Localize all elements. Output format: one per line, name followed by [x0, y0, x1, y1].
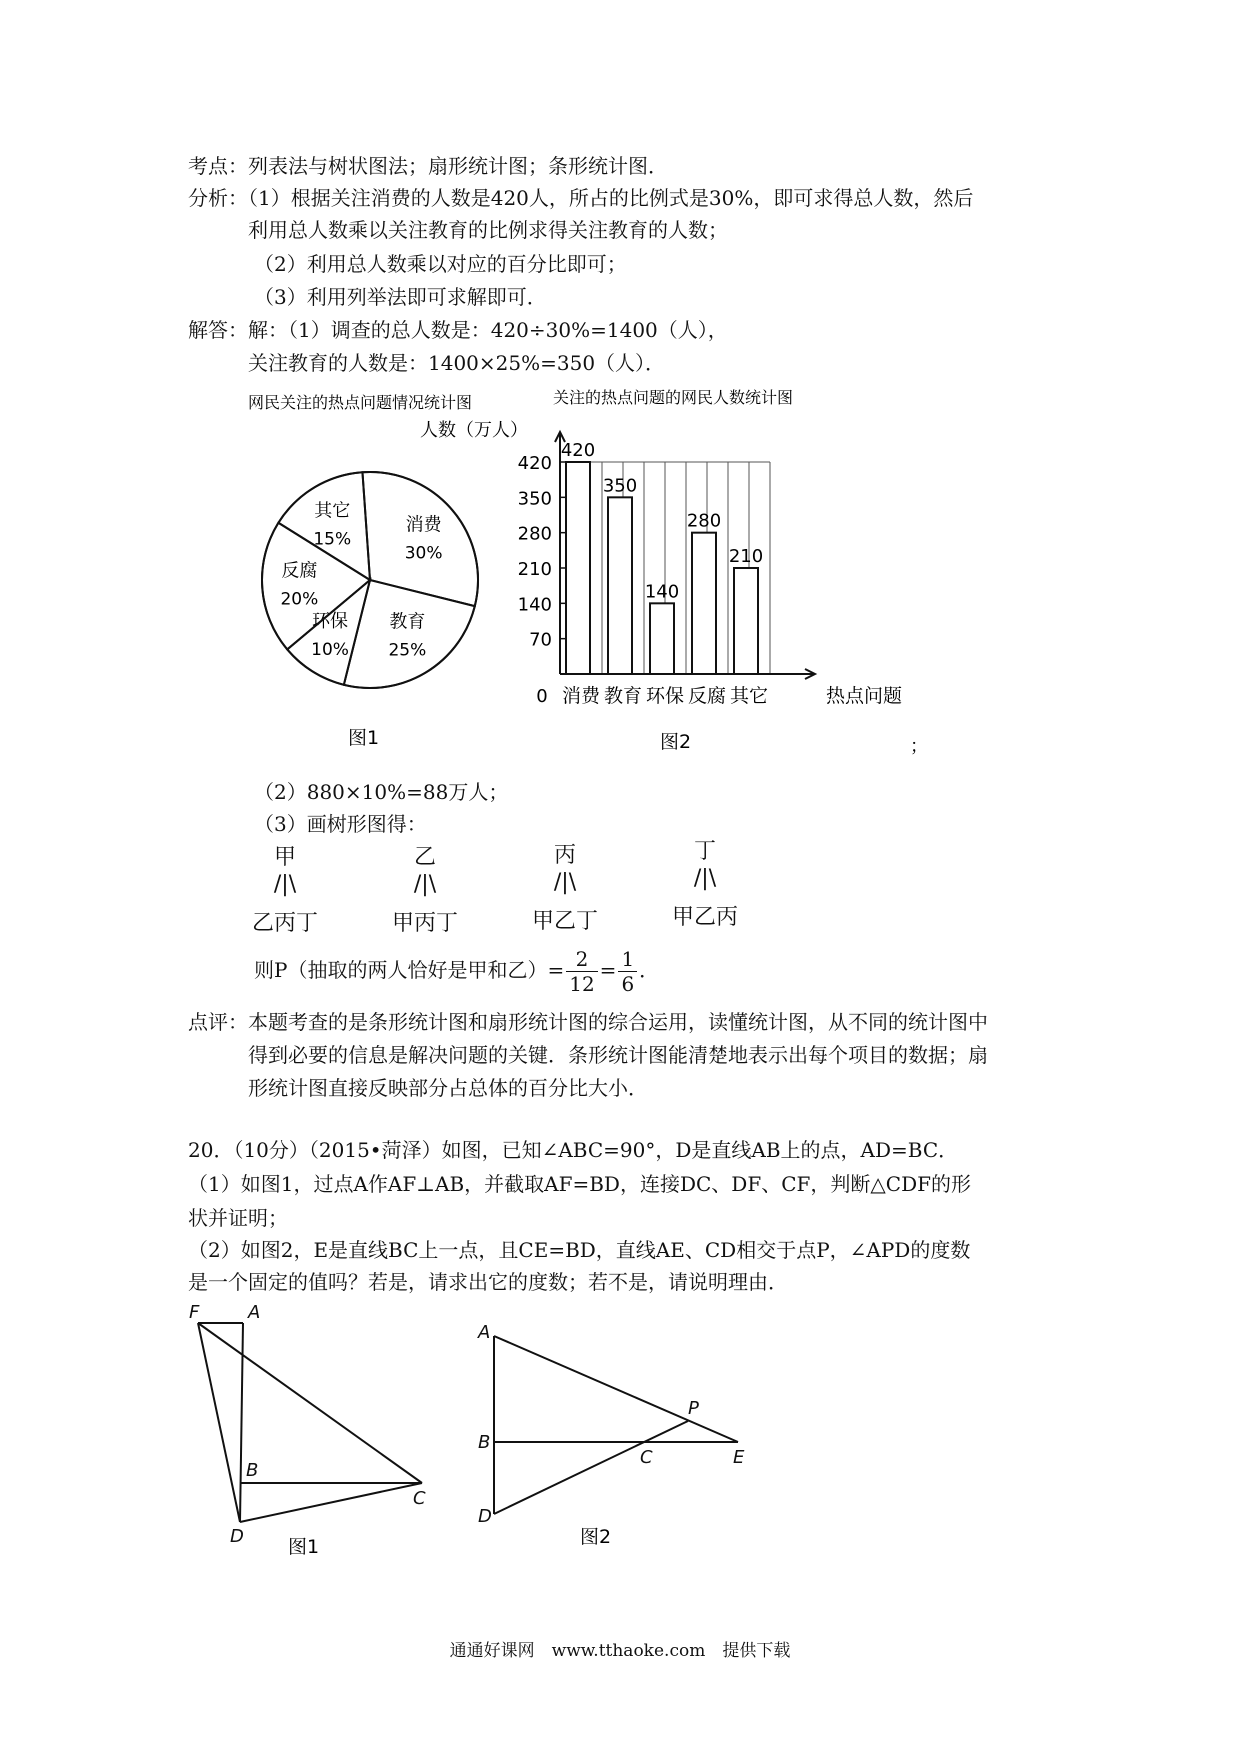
- tree-branches: /|\: [693, 866, 717, 891]
- fraction-denominator: 6: [621, 972, 635, 996]
- geometry-figure-2: [494, 1336, 738, 1514]
- dianping-line-2: 得到必要的信息是解决问题的关键．条形统计图能清楚地表示出每个项目的数据；扇: [248, 1043, 988, 1067]
- bar-chart: [518, 432, 902, 707]
- dianping-line-3: 形统计图直接反映部分占总体的百分比大小．: [248, 1076, 648, 1100]
- question-20-line-2: （1）如图1，过点A作AF⊥AB，并截取AF=BD，连接DC、DF、CF，判断△CDF的形: [188, 1172, 971, 1196]
- point-label-c: C: [640, 1447, 653, 1468]
- tree-branches: /|\: [413, 872, 437, 897]
- equals-sign: =: [599, 958, 617, 982]
- pie-slice-label: 教育: [389, 611, 426, 633]
- bar-chart-y-tick-label: 420: [517, 453, 552, 474]
- bar-4: [692, 533, 716, 674]
- bar-data-label: 210: [728, 546, 764, 567]
- question-20-line-1: 20．（10分）（2015•菏泽）如图，已知∠ABC=90°，D是直线AB上的点，AD=BC．: [188, 1138, 959, 1162]
- point-label-d: D: [230, 1526, 244, 1547]
- figure-1-caption: 图1: [288, 1536, 320, 1558]
- segment-fd: [198, 1323, 240, 1522]
- pie-slice-value-label: 25%: [388, 640, 427, 661]
- bar-chart-x-tick-label: 其它: [729, 685, 769, 707]
- tree-diagram: [240, 840, 800, 950]
- point-label-b: B: [478, 1432, 491, 1453]
- bar-data-label: 140: [644, 581, 680, 603]
- statistics-figures: [0, 380, 1240, 760]
- point-label-d: D: [478, 1506, 492, 1527]
- tree-2: [380, 840, 470, 938]
- segment-dp: [494, 1421, 688, 1514]
- bar-chart-y-axis-label: 人数（万人）: [420, 420, 528, 441]
- question-20-line-5: 是一个固定的值吗？若是，请求出它的度数；若不是，请说明理由．: [188, 1270, 788, 1294]
- tree-branches: /|\: [273, 872, 297, 897]
- bar-chart-x-axis-label: 热点问题: [826, 685, 903, 707]
- pie-slice-value-label: 20%: [280, 589, 319, 610]
- fraction-1-6: [618, 947, 637, 996]
- tree-leaves: 甲丙丁: [391, 911, 458, 936]
- fenxi-line-1: 分析：（1）根据关注消费的人数是420人，所占的比例式是30%，即可求得总人数，然后: [188, 186, 974, 210]
- probability-prefix: 则P（抽取的两人恰好是甲和乙）=: [254, 958, 565, 982]
- bar-data-label: 280: [686, 510, 722, 532]
- bar-data-label: 350: [602, 475, 638, 497]
- fenxi-line-2: （2）利用总人数乘以对应的百分比即可；: [254, 252, 627, 276]
- bar-1: [566, 462, 590, 674]
- point-label-f: F: [189, 1302, 200, 1323]
- pie-slice-2: [344, 580, 475, 688]
- answer-3: （3）画树形图得：: [254, 812, 427, 836]
- bar-chart-x-tick-label: 消费: [561, 685, 601, 707]
- pie-slice-label: 消费: [405, 514, 442, 536]
- pie-chart-title: 网民关注的热点问题情况统计图: [248, 393, 473, 412]
- tree-3: [520, 838, 610, 936]
- pie-slice-label: 其它: [314, 500, 351, 522]
- bar-chart-x-tick-label: 反腐: [687, 685, 727, 707]
- bar-data-label: 420: [560, 440, 596, 461]
- pie-slice-label: 反腐: [281, 560, 318, 582]
- tree-root: 乙: [413, 845, 436, 870]
- kaodian-line: 考点：列表法与树状图法；扇形统计图；条形统计图．: [188, 154, 668, 178]
- jieda-line-1: 解答：解：（1）调查的总人数是：420÷30%=1400（人），: [188, 318, 728, 342]
- tree-1: [240, 840, 330, 938]
- point-label-p: P: [688, 1398, 699, 1419]
- fraction-denominator: 12: [569, 972, 595, 996]
- fraction-numerator: 2: [566, 947, 597, 972]
- semicolon-mark: ；: [910, 736, 928, 757]
- fraction-numerator: 1: [618, 947, 637, 972]
- tree-root: 丙: [553, 843, 576, 868]
- pie-slice-value-label: 15%: [313, 529, 352, 550]
- jieda-line-1b: 关注教育的人数是：1400×25%=350（人）．: [248, 351, 666, 375]
- fenxi-line-1b: 利用总人数乘以关注教育的比例求得关注教育的人数；: [248, 218, 728, 242]
- period-mark: ．: [639, 958, 660, 982]
- fraction-2-12: [566, 947, 597, 996]
- tree-branches: /|\: [553, 870, 577, 895]
- bar-chart-x-tick-label: 环保: [645, 685, 685, 707]
- bar-chart-y-tick-label: 280: [517, 523, 552, 545]
- pie-slice-label: 环保: [312, 610, 349, 632]
- fig2-caption: 图2: [660, 731, 692, 753]
- point-label-b: B: [246, 1460, 259, 1481]
- bar-chart-title: 关注的热点问题的网民人数统计图: [553, 388, 794, 407]
- bar-chart-y-tick-label: 210: [517, 559, 552, 580]
- bar-5: [734, 568, 758, 674]
- figure-1-labels: [189, 1302, 426, 1547]
- bar-3: [650, 603, 674, 674]
- figure-2-caption: 图2: [580, 1526, 612, 1548]
- geometry-figure-1: [198, 1323, 422, 1522]
- segment-fc: [198, 1323, 422, 1483]
- pie-slice-value-label: 10%: [311, 639, 349, 660]
- segment-dc: [240, 1483, 422, 1522]
- question-20-line-4: （2）如图2，E是直线BC上一点，且CE=BD，直线AE、CD相交于点P，∠APD的度数: [188, 1238, 971, 1262]
- pie-slice-value-label: 30%: [404, 543, 443, 564]
- geometry-figures: [0, 1300, 1240, 1570]
- bar-chart-x-tick-label: 教育: [603, 685, 643, 707]
- tree-leaves: 甲乙丁: [531, 909, 598, 934]
- bar-2: [608, 497, 632, 674]
- segment-ae: [494, 1336, 738, 1442]
- pie-slice-1: [362, 472, 478, 606]
- answer-2: （2）880×10%=88万人；: [254, 780, 509, 804]
- pie-chart: [262, 472, 478, 688]
- footer: 通通好课网 www.tthaoke.com 提供下载: [449, 1641, 791, 1661]
- tree-leaves: 甲乙丙: [671, 905, 738, 930]
- tree-root: 甲: [273, 845, 296, 870]
- bar-chart-origin-label: 0: [536, 686, 548, 707]
- tree-root: 丁: [693, 839, 716, 864]
- question-20-line-3: 状并证明；: [188, 1206, 288, 1230]
- probability-line: [254, 942, 659, 998]
- point-label-a: A: [248, 1302, 261, 1323]
- figure-2-labels: [477, 1322, 745, 1527]
- tree-4: [660, 834, 750, 932]
- bar-chart-y-tick-label: 350: [517, 488, 552, 510]
- fig1-caption: 图1: [348, 727, 380, 749]
- point-label-e: E: [733, 1447, 745, 1468]
- fenxi-line-3: （3）利用列举法即可求解即可．: [254, 285, 547, 309]
- tree-leaves: 乙丙丁: [251, 911, 318, 936]
- point-label-c: C: [413, 1488, 426, 1509]
- bar-chart-y-tick-label: 140: [517, 594, 552, 616]
- bar-chart-y-tick-label: 70: [529, 629, 552, 651]
- dianping-line-1: 点评：本题考查的是条形统计图和扇形统计图的综合运用，读懂统计图，从不同的统计图中: [188, 1010, 988, 1034]
- point-label-a: A: [478, 1322, 491, 1343]
